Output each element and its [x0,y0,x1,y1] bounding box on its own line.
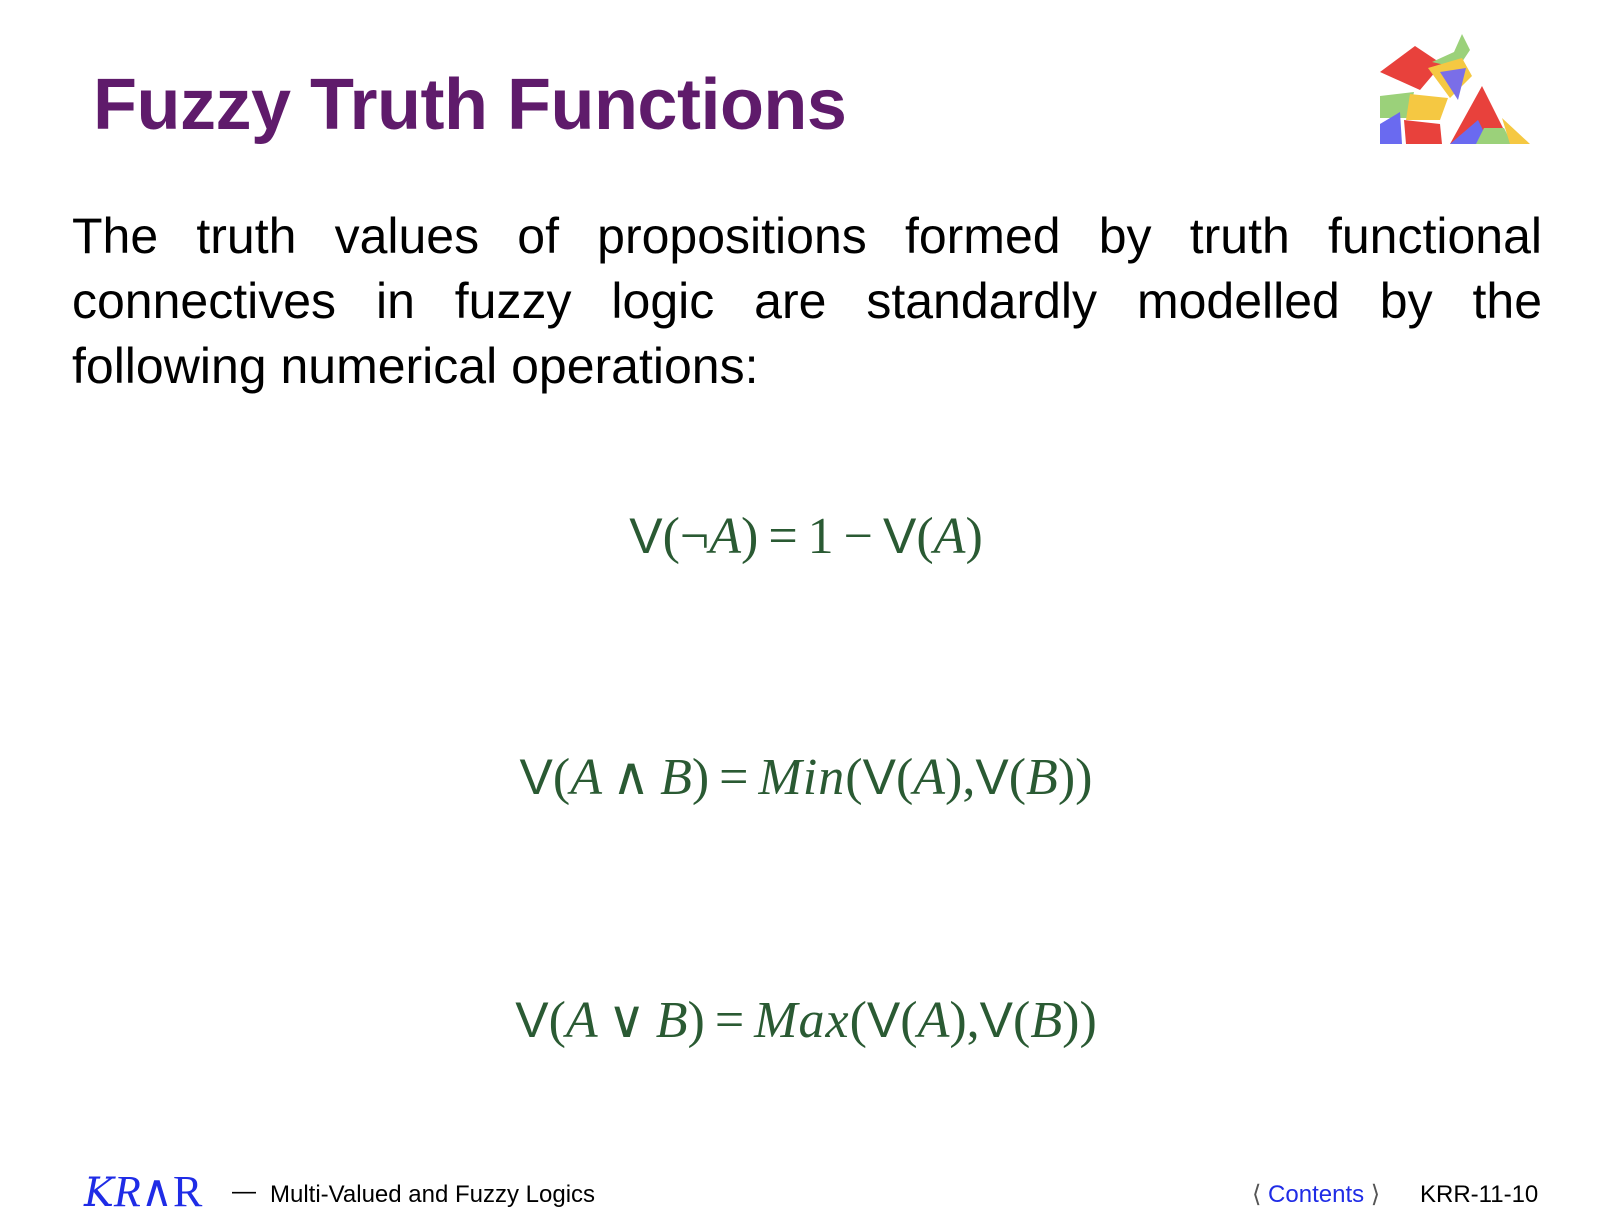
intro-paragraph: The truth values of propositions formed by truth functional connectives in fuzzy logic are standardly modelled by the following numerical operations: [72,208,1542,394]
v-symbol: V [979,992,1014,1048]
paren: ( [849,992,867,1049]
paren: ) [965,508,983,565]
paren: ( [916,508,934,565]
variable-a: A [913,749,946,806]
bracket-left: ⟨ [1252,1181,1262,1208]
v-symbol: V [882,508,917,564]
paren: ( [1008,749,1027,806]
variable-a: A [709,508,741,565]
paren: ) [687,992,705,1049]
negation-symbol: ¬ [679,508,710,565]
paren-comma: ), [949,992,980,1049]
paren: ( [895,749,914,806]
footer-subtitle: Multi-Valued and Fuzzy Logics [270,1181,596,1208]
slide-title: Fuzzy Truth Functions [93,65,847,145]
paren: ( [548,992,566,1049]
bracket-right: ⟩ [1370,1181,1381,1208]
variable-b: B [655,992,688,1049]
brand-k: K [84,1170,114,1208]
logo [1380,28,1530,154]
paren: ) [741,508,759,565]
brand-and-symbol: ∧ [140,1167,173,1208]
footer-brand [84,1167,203,1208]
constant-one: 1 [807,508,834,565]
footer-separator: — [232,1178,256,1205]
paren: ( [845,749,863,806]
paren: ( [662,508,680,565]
brand-r2: R [173,1167,203,1208]
or-symbol: ∨ [607,992,646,1049]
min-function: Min [758,749,846,806]
variable-a: A [565,992,598,1049]
v-symbol: V [975,749,1009,805]
contents-link[interactable] [1252,1180,1380,1208]
and-symbol: ∧ [612,749,651,806]
variable-a: A [570,749,602,806]
paren: ( [1013,992,1031,1049]
brand-r: R [113,1167,141,1208]
paren: )) [1057,749,1093,806]
equals-symbol: = [714,992,745,1049]
paren: ) [691,749,710,806]
v-symbol: V [862,749,896,805]
paren: )) [1062,992,1097,1049]
equals-symbol: = [719,749,749,806]
v-symbol: V [515,992,549,1048]
page-number: KRR-11-10 [1420,1181,1539,1208]
variable-a: A [933,508,966,565]
paren-comma: ), [945,749,976,806]
v-symbol: V [519,749,553,805]
formula-disjunction [0,988,1612,1053]
v-symbol: V [866,992,901,1048]
variable-b: B [660,749,692,806]
formula-conjunction [0,745,1612,810]
equals-symbol: = [768,508,798,565]
contents-label: Contents [1268,1181,1365,1208]
paren: ( [552,749,571,806]
variable-b: B [1026,749,1058,806]
variable-a: A [917,992,950,1049]
formula-negation [0,504,1612,569]
paren: ( [900,992,918,1049]
v-symbol: V [629,508,663,564]
max-function: Max [754,992,850,1049]
minus-symbol: − [843,508,873,565]
variable-b: B [1030,992,1063,1049]
